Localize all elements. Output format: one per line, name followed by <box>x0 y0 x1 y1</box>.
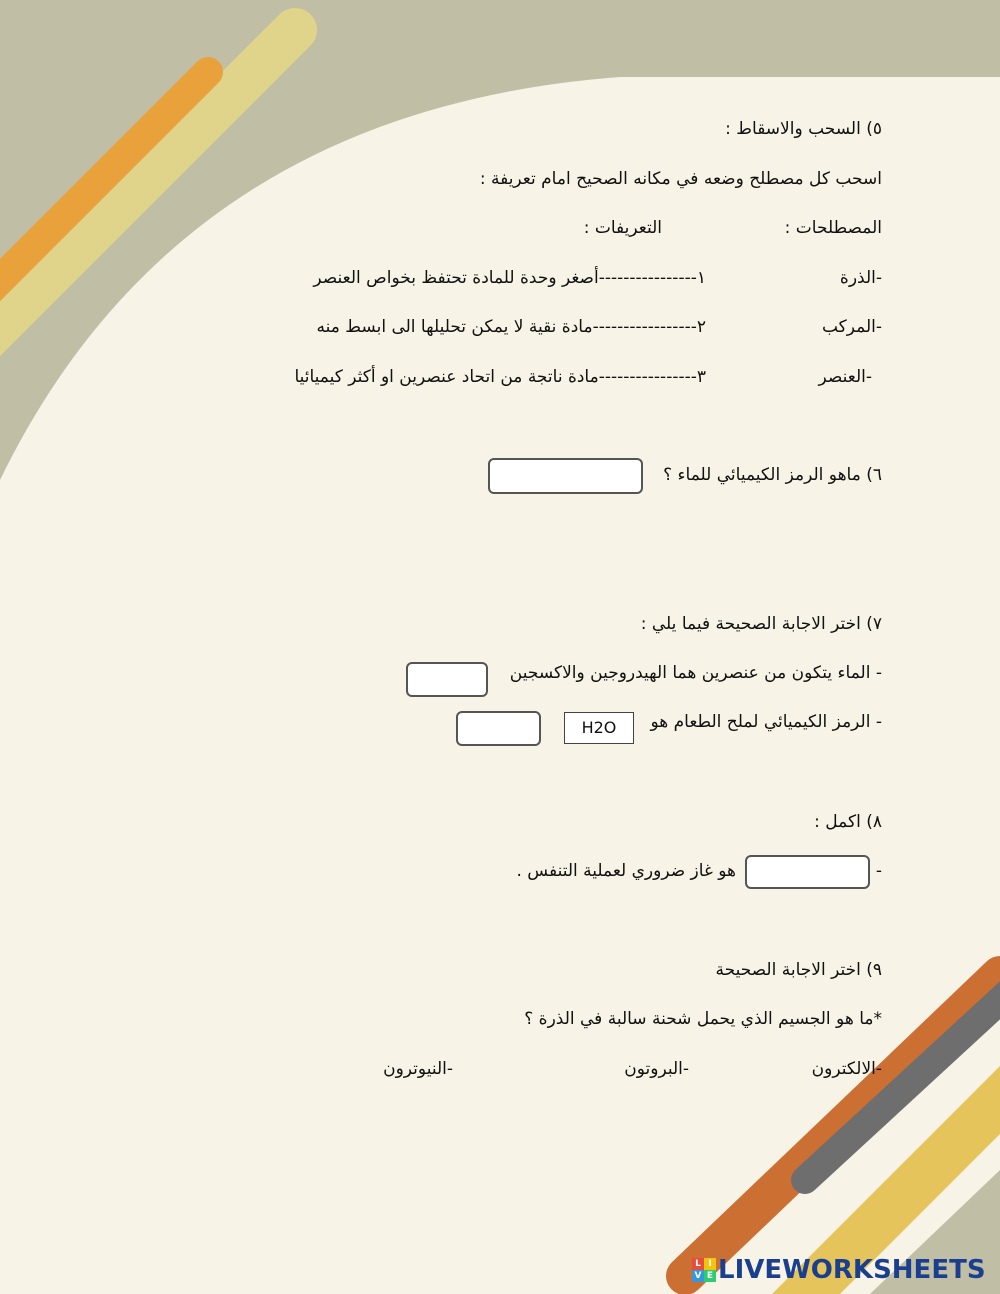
q8-dash: - <box>875 861 882 881</box>
q8-answer-input[interactable] <box>745 855 870 889</box>
option-proton[interactable]: -البروتون <box>624 1059 689 1079</box>
term-element[interactable]: -العنصر <box>818 367 872 387</box>
q8-sentence: هو غاز ضروري لعملية التنفس . <box>516 861 736 881</box>
h2o-drag-option[interactable]: H2O <box>564 712 634 744</box>
option-electron[interactable]: -الالكترون <box>811 1059 882 1079</box>
liveworksheets-logo <box>692 1253 986 1287</box>
definition-1: ١----------------أصغر وحدة للمادة تحتفظ بخواص العنصر <box>313 268 706 288</box>
term-atom[interactable]: -الذرة <box>839 268 882 288</box>
q7-statement-2: - الرمز الكيميائي لملح الطعام هو <box>650 712 882 732</box>
liveworksheets-logo-icon <box>692 1258 716 1282</box>
definition-3: ٣----------------مادة ناتجة من اتحاد عنصرين او أكثر كيميائيا <box>294 367 706 387</box>
q8-title: ٨) اكمل : <box>814 812 882 832</box>
q6-answer-input[interactable] <box>488 458 643 494</box>
logo-letter-e: E <box>704 1270 716 1282</box>
q7-title: ٧) اختر الاجابة الصحيحة فيما يلي : <box>640 614 882 634</box>
definitions-header: التعريفات : <box>583 218 662 238</box>
liveworksheets-logo-text: LIVEWORKSHEETS <box>718 1255 986 1285</box>
q7-answer-box-1[interactable] <box>406 662 488 697</box>
q7-statement-1: - الماء يتكون من عنصرين هما الهيدروجين والاكسجين <box>509 663 882 683</box>
q7-answer-box-2[interactable] <box>456 711 541 746</box>
q5-instruction: اسحب كل مصطلح وضعه في مكانه الصحيح امام تعريفة : <box>479 169 882 189</box>
top-left-frame <box>0 0 1000 480</box>
q6-question: ٦) ماهو الرمز الكيميائي للماء ؟ <box>663 465 882 485</box>
q5-title: ٥) السحب والاسقاط : <box>725 119 882 139</box>
definition-2: ٢-----------------مادة نقية لا يمكن تحليلها الى ابسط منه <box>316 317 706 337</box>
term-compound[interactable]: -المركب <box>821 317 882 337</box>
logo-letter-l: L <box>692 1258 704 1270</box>
logo-letter-i: I <box>704 1258 716 1270</box>
logo-letter-v: V <box>692 1270 704 1282</box>
terms-header: المصطلحات : <box>784 218 882 238</box>
option-neutron[interactable]: -النيوترون <box>383 1059 453 1079</box>
q9-question: *ما هو الجسيم الذي يحمل شحنة سالبة في الذرة ؟ <box>524 1009 882 1029</box>
q9-title: ٩) اختر الاجابة الصحيحة <box>715 960 882 980</box>
